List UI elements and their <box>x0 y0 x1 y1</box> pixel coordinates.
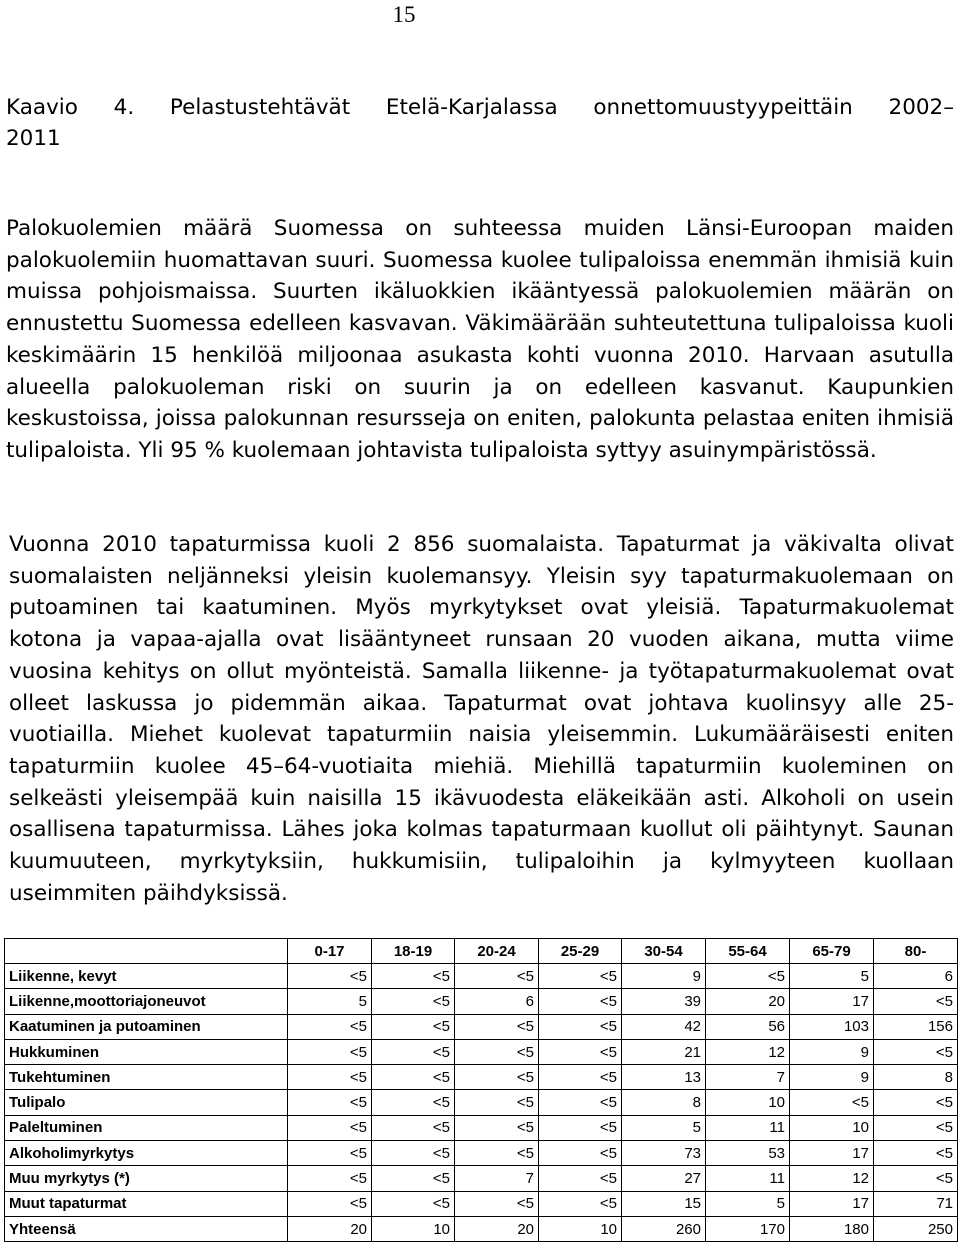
table-cell: 6 <box>455 989 539 1014</box>
table-cell: <5 <box>539 1115 622 1140</box>
table-cell: 17 <box>790 1191 874 1216</box>
table-cell: <5 <box>874 1166 958 1191</box>
table-cell: 6 <box>874 964 958 989</box>
table-cell: <5 <box>288 1115 372 1140</box>
table-cell: 20 <box>455 1216 539 1241</box>
row-label: Liikenne, kevyt <box>5 964 288 989</box>
table-cell: <5 <box>455 964 539 989</box>
table-cell: 10 <box>372 1216 455 1241</box>
table-cell: 7 <box>455 1166 539 1191</box>
accident-deaths-table <box>4 938 958 1242</box>
table-cell: <5 <box>539 1141 622 1166</box>
table-cell: 9 <box>790 1065 874 1090</box>
table-row <box>5 1115 958 1140</box>
table-column-header: 55-64 <box>706 939 790 964</box>
table-column-header: 20-24 <box>455 939 539 964</box>
table-column-header: 25-29 <box>539 939 622 964</box>
table-column-header: 0-17 <box>288 939 372 964</box>
table-cell: 260 <box>622 1216 706 1241</box>
table-cell: <5 <box>539 1166 622 1191</box>
table-cell: 17 <box>790 989 874 1014</box>
table-cell: <5 <box>455 1191 539 1216</box>
table-cell: 10 <box>790 1115 874 1140</box>
table-row <box>5 989 958 1014</box>
figure-caption-continued: 2011 <box>6 126 61 151</box>
table-cell: <5 <box>874 989 958 1014</box>
table-cell: <5 <box>706 964 790 989</box>
table-cell: 15 <box>622 1191 706 1216</box>
table-cell: 10 <box>539 1216 622 1241</box>
table-cell: <5 <box>372 989 455 1014</box>
table-cell: <5 <box>288 1090 372 1115</box>
row-label: Tukehtuminen <box>5 1065 288 1090</box>
table-cell: 10 <box>706 1090 790 1115</box>
table-cell: 5 <box>790 964 874 989</box>
table-cell: 170 <box>706 1216 790 1241</box>
table-cell: 11 <box>706 1166 790 1191</box>
table-cell: <5 <box>288 1191 372 1216</box>
table-cell: 71 <box>874 1191 958 1216</box>
table-cell: <5 <box>455 1065 539 1090</box>
table-cell: <5 <box>372 1014 455 1039</box>
table-cell: 39 <box>622 989 706 1014</box>
row-label: Yhteensä <box>5 1216 288 1241</box>
table-cell: <5 <box>455 1115 539 1140</box>
table-cell: <5 <box>288 1065 372 1090</box>
table-cell: <5 <box>539 989 622 1014</box>
table-row <box>5 1039 958 1064</box>
table-row <box>5 1090 958 1115</box>
table-cell: 8 <box>622 1090 706 1115</box>
row-label: Alkoholimyrkytys <box>5 1141 288 1166</box>
table-row <box>5 1141 958 1166</box>
table-cell: 156 <box>874 1014 958 1039</box>
table-column-header: 30-54 <box>622 939 706 964</box>
table-cell: <5 <box>372 1115 455 1140</box>
table-row <box>5 1166 958 1191</box>
table-cell: 21 <box>622 1039 706 1064</box>
table-cell: <5 <box>372 1039 455 1064</box>
table-row <box>5 1014 958 1039</box>
row-label: Paleltuminen <box>5 1115 288 1140</box>
table-column-header: 65-79 <box>790 939 874 964</box>
table-cell: <5 <box>790 1090 874 1115</box>
table-cell: <5 <box>372 1166 455 1191</box>
table-cell: 42 <box>622 1014 706 1039</box>
table-row <box>5 964 958 989</box>
table-row <box>5 1191 958 1216</box>
table-cell: 5 <box>288 989 372 1014</box>
table-cell: 9 <box>622 964 706 989</box>
table-header-row <box>5 939 958 964</box>
table-cell: <5 <box>288 1039 372 1064</box>
table-cell: 12 <box>706 1039 790 1064</box>
table-cell: 53 <box>706 1141 790 1166</box>
table-cell: 20 <box>706 989 790 1014</box>
table-cell: <5 <box>455 1141 539 1166</box>
table-cell: <5 <box>455 1014 539 1039</box>
table-cell: <5 <box>539 1039 622 1064</box>
table-cell: <5 <box>455 1090 539 1115</box>
table-cell: 13 <box>622 1065 706 1090</box>
table-cell: 7 <box>706 1065 790 1090</box>
table-cell: 12 <box>790 1166 874 1191</box>
table-cell: <5 <box>288 1166 372 1191</box>
table-cell: <5 <box>539 1191 622 1216</box>
table-cell: <5 <box>539 1065 622 1090</box>
paragraph-fire-deaths: Palokuolemien määrä Suomessa on suhteessa muiden Länsi-Euroopan maiden palokuolemiin huomattavan suuri. Suomessa kuolee tulipaloissa enemmän ihmisiä kuin muissa pohjoismaissa. Suurten ikäluokkien ikääntyessä palokuolemien määrän on ennustettu Suomessa edelleen kasvavan. Väkimäärään suhteutettuna tulipaloissa kuoli keskimäärin 15 henkilöä miljoonaa asukasta kohti vuonna 2010. Harvaan asutulla alueella palokuoleman riski on suurin ja on edelleen kasvanut. Kaupunkien keskustoissa, joissa palokunnan resursseja on eniten, palokunta pelastaa eniten ihmisiä tulipaloista. Yli 95 % kuolemaan johtavista tulipaloista syttyy asuinympäristössä. <box>6 216 954 463</box>
figure-caption: Kaavio 4. Pelastustehtävät Etelä-Karjalassa onnettomuustyypeittäin 2002– <box>6 95 954 120</box>
table-cell: <5 <box>874 1141 958 1166</box>
table-cell: 11 <box>706 1115 790 1140</box>
row-label: Hukkuminen <box>5 1039 288 1064</box>
table-row <box>5 1216 958 1241</box>
table-cell: <5 <box>539 964 622 989</box>
table-cell: 73 <box>622 1141 706 1166</box>
table-cell: <5 <box>372 1065 455 1090</box>
table-cell: <5 <box>288 1014 372 1039</box>
row-label: Liikenne,moottoriajoneuvot <box>5 989 288 1014</box>
row-label: Muut tapaturmat <box>5 1191 288 1216</box>
table-header-corner <box>5 939 288 964</box>
table-cell: 27 <box>622 1166 706 1191</box>
table-cell: <5 <box>539 1014 622 1039</box>
table-cell: <5 <box>539 1090 622 1115</box>
row-label: Kaatuminen ja putoaminen <box>5 1014 288 1039</box>
table-row <box>5 1065 958 1090</box>
table-cell: <5 <box>874 1090 958 1115</box>
table-cell: 17 <box>790 1141 874 1166</box>
table-cell: 180 <box>790 1216 874 1241</box>
table-cell: <5 <box>372 1141 455 1166</box>
page-number: 15 <box>392 2 416 27</box>
table-cell: <5 <box>288 964 372 989</box>
table-cell: 8 <box>874 1065 958 1090</box>
table-cell: 9 <box>790 1039 874 1064</box>
table-cell: <5 <box>372 964 455 989</box>
table-cell: 250 <box>874 1216 958 1241</box>
table-cell: 20 <box>288 1216 372 1241</box>
table-cell: <5 <box>455 1039 539 1064</box>
table-cell: 5 <box>622 1115 706 1140</box>
table-column-header: 18-19 <box>372 939 455 964</box>
table-cell: <5 <box>372 1090 455 1115</box>
table-cell: <5 <box>874 1039 958 1064</box>
table-cell: 103 <box>790 1014 874 1039</box>
row-label: Muu myrkytys (*) <box>5 1166 288 1191</box>
table-column-header: 80- <box>874 939 958 964</box>
paragraph-accident-deaths: Vuonna 2010 tapaturmissa kuoli 2 856 suomalaista. Tapaturmat ja väkivalta olivat suomalaisten neljänneksi yleisin kuolemansyy. Yleisin syy tapaturmakuolemaan on putoaminen tai kaatuminen. Myös myrkytykset ovat yleisiä. Tapaturmakuolemat kotona ja vapaa-ajalla ovat lisääntyneet runsaan 20 vuoden aikana, mutta viime vuosina kehitys on ollut myönteistä. Samalla liikenne- ja työtapaturmakuolemat ovat olleet laskussa jo pidemmän aikaa. Tapaturmat ovat johtava kuolinsyy alle 25-vuotiailla. Miehet kuolevat tapaturmiin naisia yleisemmin. Lukumääräisesti eniten tapaturmiin kuolee 45–64-vuotiaita miehiä. Miehillä tapaturmiin kuoleminen on selkeästi yleisempää kuin naisilla 15 ikävuodesta eläkeikään asti. Alkoholi on usein osallisena tapaturmissa. Lähes joka kolmas tapaturmaan kuollut oli päihtynyt. Saunan kuumuuteen, myrkytyksiin, hukkumisiin, tulipaloihin ja kylmyyteen kuollaan useimmiten päihdyksissä. <box>9 532 954 906</box>
table-cell: 56 <box>706 1014 790 1039</box>
table-cell: 5 <box>706 1191 790 1216</box>
row-label: Tulipalo <box>5 1090 288 1115</box>
table-cell: <5 <box>372 1191 455 1216</box>
table-body <box>5 964 958 1242</box>
table-cell: <5 <box>288 1141 372 1166</box>
table-cell: <5 <box>874 1115 958 1140</box>
